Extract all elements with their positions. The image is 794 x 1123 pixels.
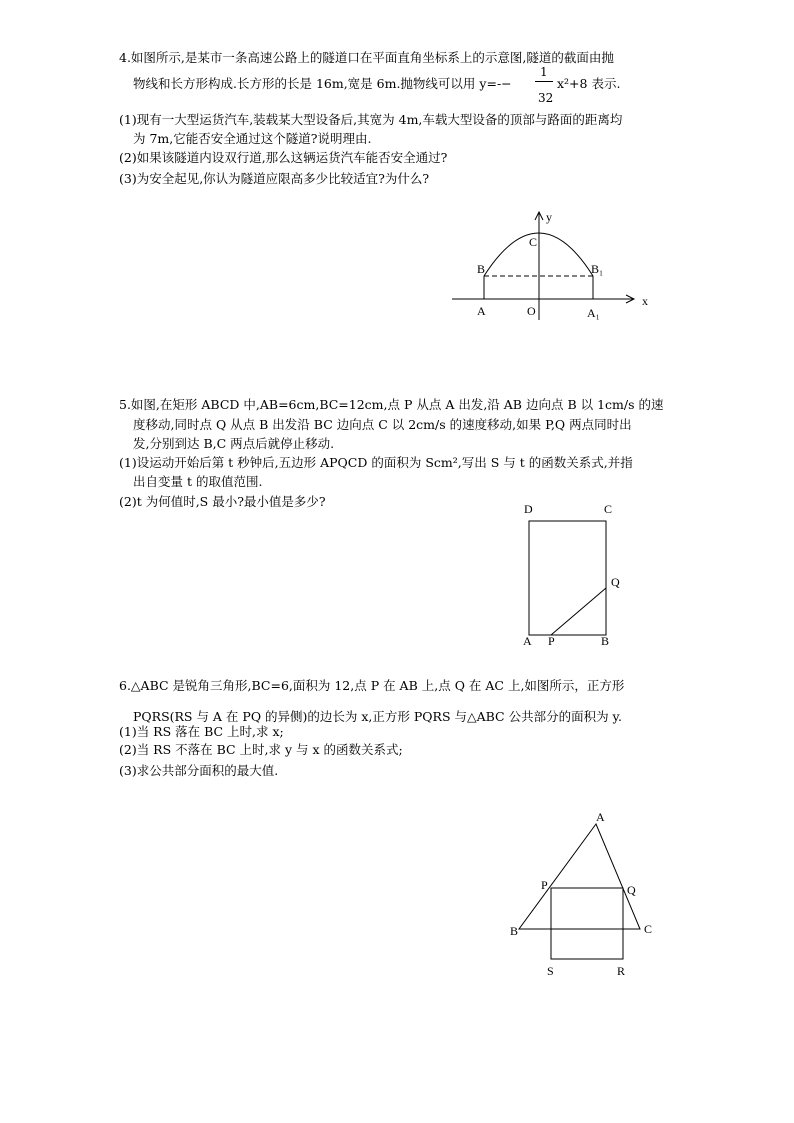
label-b: B <box>601 634 610 648</box>
label-b: B <box>477 262 486 276</box>
label-a: A <box>477 304 486 318</box>
triangle-abc <box>519 824 640 929</box>
problem4-fraction-denominator: 32 <box>538 91 554 105</box>
problem4-line1: 4.如图所示,是某市一条高速公路上的隧道口在平面直角坐标系上的示意图,隧道的截面由抛 <box>119 50 614 65</box>
label-a1: A₁ <box>587 306 600 320</box>
label-r: R <box>617 964 626 978</box>
problem5-line1: 5.如图,在矩形 ABCD 中,AB=6cm,BC=12cm,点 P 从点 A 出发,沿 AB 边向点 B 以 1cm/s 的速 <box>119 397 664 412</box>
label-o: O <box>527 304 536 318</box>
label-c: C <box>644 922 653 936</box>
problem4-question3: (3)为安全起见,你认为隧道应限高多少比较适宜?为什么? <box>119 171 430 186</box>
label-s: S <box>547 964 554 978</box>
label-y: y <box>546 210 552 224</box>
label-q: Q <box>611 575 620 589</box>
problem6-question2: (2)当 RS 不落在 BC 上时,求 y 与 x 的函数关系式; <box>119 742 403 757</box>
problem4-fraction-numerator: 1 <box>540 65 548 79</box>
problem5-line3: 发,分别到达 B,C 两点后就停止移动. <box>133 436 335 451</box>
label-c: C <box>529 235 538 249</box>
label-p: P <box>548 634 555 648</box>
problem5-question1-line1: (1)设运动开始后第 t 秒钟后,五边形 APQCD 的面积为 Scm²,写出 S 与 t 的函数关系式,并指 <box>119 455 633 470</box>
problem6-question3: (3)求公共部分面积的最大值. <box>119 763 279 778</box>
problem4-question1-line1: (1)现有一大型运货汽车,装载某大型设备后,其宽为 4m,车载大型设备的顶部与路面的距离均 <box>119 112 623 127</box>
label-p: P <box>541 878 548 892</box>
problem4-question1-line2: 为 7m,它能否安全通过这个隧道?说明理由. <box>133 131 372 146</box>
label-b1: B₁ <box>591 262 604 276</box>
label-q: Q <box>627 883 636 897</box>
problem5-line2: 度移动,同时点 Q 从点 B 出发沿 BC 边向点 C 以 2cm/s 的速度移动,如果 P,Q 两点同时出 <box>133 417 632 432</box>
label-c: C <box>604 502 613 516</box>
problem4-question2: (2)如果该隧道内设双行道,那么这辆运货汽车能否安全通过? <box>119 150 448 165</box>
problem5-question2: (2)t 为何值时,S 最小?最小值是多少? <box>119 494 326 509</box>
label-d: D <box>524 502 533 516</box>
problem4-line2-b: x²+8 表示. <box>557 76 621 91</box>
label-a: A <box>596 810 605 824</box>
label-x: x <box>642 294 648 308</box>
problem6-question1: (1)当 RS 落在 BC 上时,求 x; <box>119 724 284 739</box>
problem4-line2-a: 物线和长方形构成.长方形的长是 16m,宽是 6m.抛物线可以用 y=-− <box>133 76 512 91</box>
problem6-line2: PQRS(RS 与 A 在 PQ 的异侧)的边长为 x,正方形 PQRS 与△ABC 公共部分的面积为 y. <box>133 709 622 724</box>
problem6-line1: 6.△ABC 是锐角三角形,BC=6,面积为 12,点 P 在 AB 上,点 Q 在 AC 上,如图所示，正方形 <box>119 678 625 693</box>
label-b: B <box>510 924 519 938</box>
label-a: A <box>523 634 532 648</box>
square-pqrs <box>551 888 623 959</box>
problem5-question1-line2: 出自变量 t 的取值范围. <box>133 474 263 489</box>
